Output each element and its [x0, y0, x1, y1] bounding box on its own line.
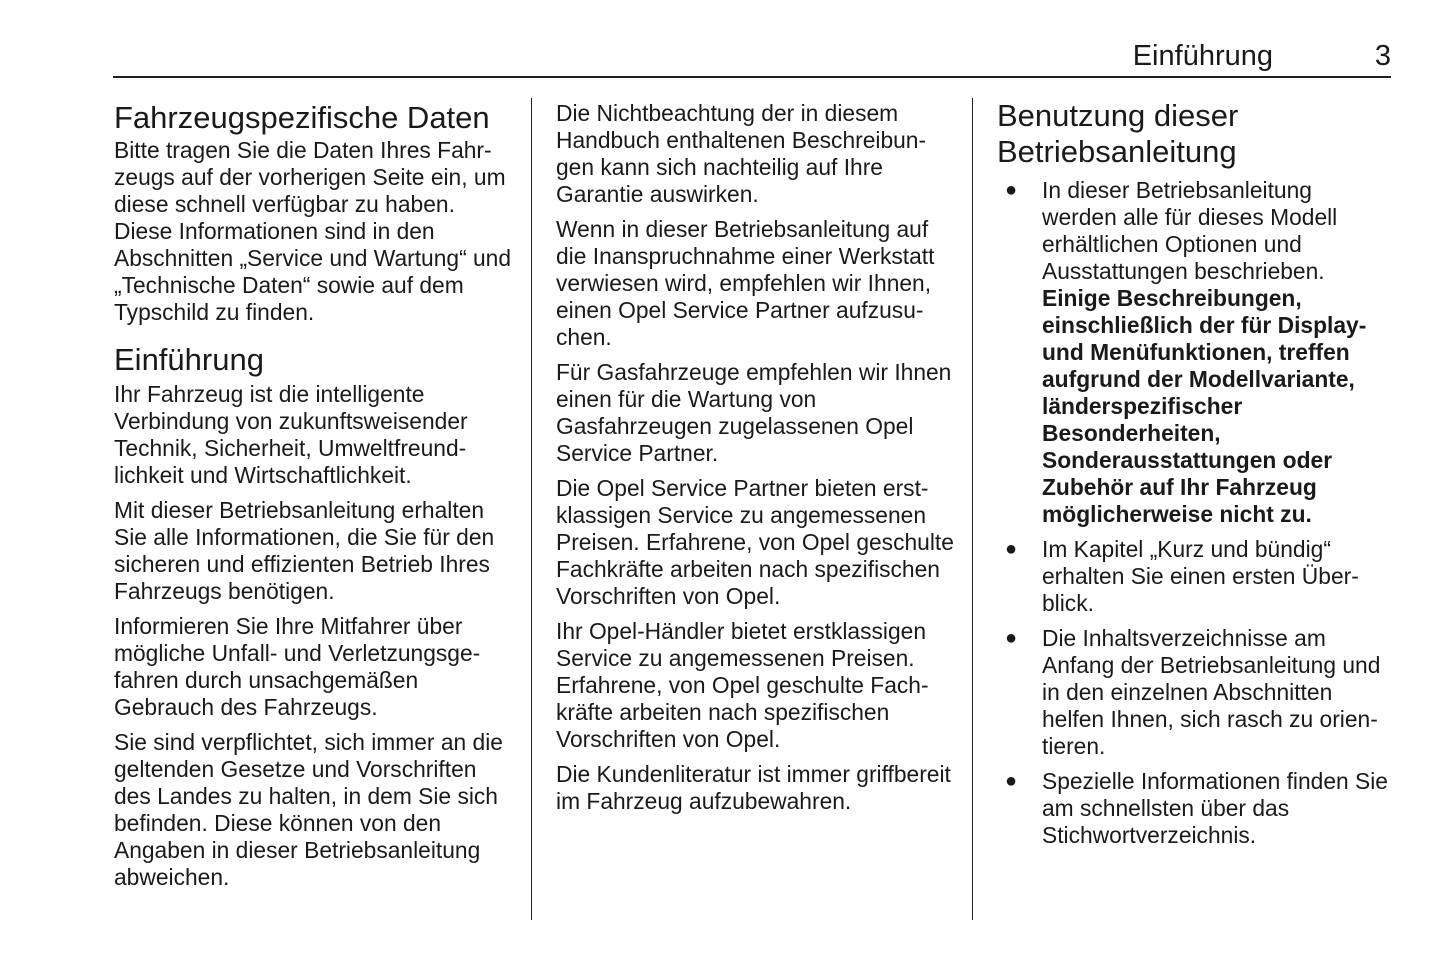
column-middle — [556, 100, 956, 823]
bullet-icon: ● — [1005, 538, 1018, 560]
paragraph: Sie sind verpflichtet, sich immer an die geltenden Gesetze und Vorschriften des Landes zu halten, in dem Sie sich befinden. Diese können von den Angaben in dieser Betriebsanleitung abweichen. — [114, 729, 503, 890]
column-left — [114, 98, 514, 899]
heading-einfuehrung: Einführung — [114, 342, 264, 377]
column-right — [997, 98, 1393, 857]
list-item — [997, 177, 1393, 528]
heading-benutzung: Benutzung dieser Betriebsanleitung — [997, 98, 1239, 169]
paragraph: Ihr Fahrzeug ist die intelligente Verbindung von zukunftsweisender Technik, Sicherheit, Umweltfreundlichkeit und Wirtschaftlichkeit. — [114, 381, 468, 488]
column-divider — [972, 98, 973, 920]
column-divider — [531, 98, 532, 920]
paragraph: Bitte tragen Sie die Daten Ihres Fahrzeugs auf der vorherigen Seite ein, um diese schnell verfügbar zu haben. Diese Informationen sind in den Abschnitten „Service und Wartung“ und „Technische Daten“ sowie auf dem Typschild zu finden. — [114, 137, 512, 325]
paragraph: Die Nichtbeachtung der in diesem Handbuch enthaltenen Beschreibungen kann sich nachteilig auf Ihre Garantie auswirken. — [556, 100, 927, 207]
paragraph: Die Opel Service Partner bieten erstklassigen Service zu angemessenen Preisen. Erfahrene, von Opel geschulte Fachkräfte arbeiten nach spezifischen Vorschriften von Opel. — [556, 475, 954, 609]
paragraph: Die Kundenliteratur ist immer griffbereit im Fahrzeug aufzubewahren. — [556, 761, 951, 814]
page-number: 3 — [1374, 40, 1391, 72]
list-item — [997, 768, 1393, 849]
bullet-icon: ● — [1005, 627, 1018, 649]
list-item-bold-text: Einige Beschreibungen, einschließlich der für Display- und Menüfunktionen, treffen aufgrund der Modellvariante, länderspezifischer Besonderheiten, Sonderausstattungen oder Zubehör auf Ihr Fahrzeug möglicherweise nicht zu. — [1042, 285, 1367, 527]
list-item-text: In dieser Betriebsanleitung werden alle für dieses Modell erhältlichen Optionen und Ausstattungen beschrieben. — [1042, 177, 1338, 284]
page-header — [113, 38, 1391, 78]
list-item — [997, 625, 1393, 760]
list-item-text: Spezielle Informationen finden Sie am schnellsten über das Stichwortverzeichnis. — [1042, 768, 1388, 848]
paragraph: Mit dieser Betriebsanleitung erhalten Sie alle Informationen, die Sie für den sicheren und effizienten Betrieb Ihres Fahrzeugs benötigen. — [114, 497, 495, 604]
list-item — [997, 536, 1393, 617]
list-item-text: Die Inhaltsverzeichnisse am Anfang der Betriebsanleitung und in den einzelnen Abschnitten helfen Ihnen, sich rasch zu orientieren. — [1042, 625, 1381, 759]
heading-fahrzeugspezifische-daten: Fahrzeugspezifische Daten — [114, 100, 490, 135]
bullet-icon: ● — [1005, 770, 1018, 792]
bullet-icon: ● — [1005, 179, 1018, 201]
paragraph: Informieren Sie Ihre Mitfahrer über mögliche Unfall- und Verletzungsgefahren durch unsachgemäßen Gebrauch des Fahrzeugs. — [114, 613, 481, 720]
list-item-text: Im Kapitel „Kurz und bündig“ erhalten Sie einen ersten Überblick. — [1042, 536, 1359, 616]
paragraph: Wenn in dieser Betriebsanleitung auf die Inanspruchnahme einer Werkstatt verwiesen wird, empfehlen wir Ihnen, einen Opel Service Partner aufzusuchen. — [556, 216, 935, 350]
running-title: Einführung — [1132, 40, 1273, 72]
paragraph: Für Gasfahrzeuge empfehlen wir Ihnen einen für die Wartung von Gasfahrzeugen zugelassenen Opel Service Partner. — [556, 359, 952, 466]
bullet-list — [997, 177, 1393, 849]
paragraph: Ihr Opel-Händler bietet erstklassigen Service zu angemessenen Preisen. Erfahrene, von Opel geschulte Fachkräfte arbeiten nach spezifischen Vorschriften von Opel. — [556, 618, 929, 752]
